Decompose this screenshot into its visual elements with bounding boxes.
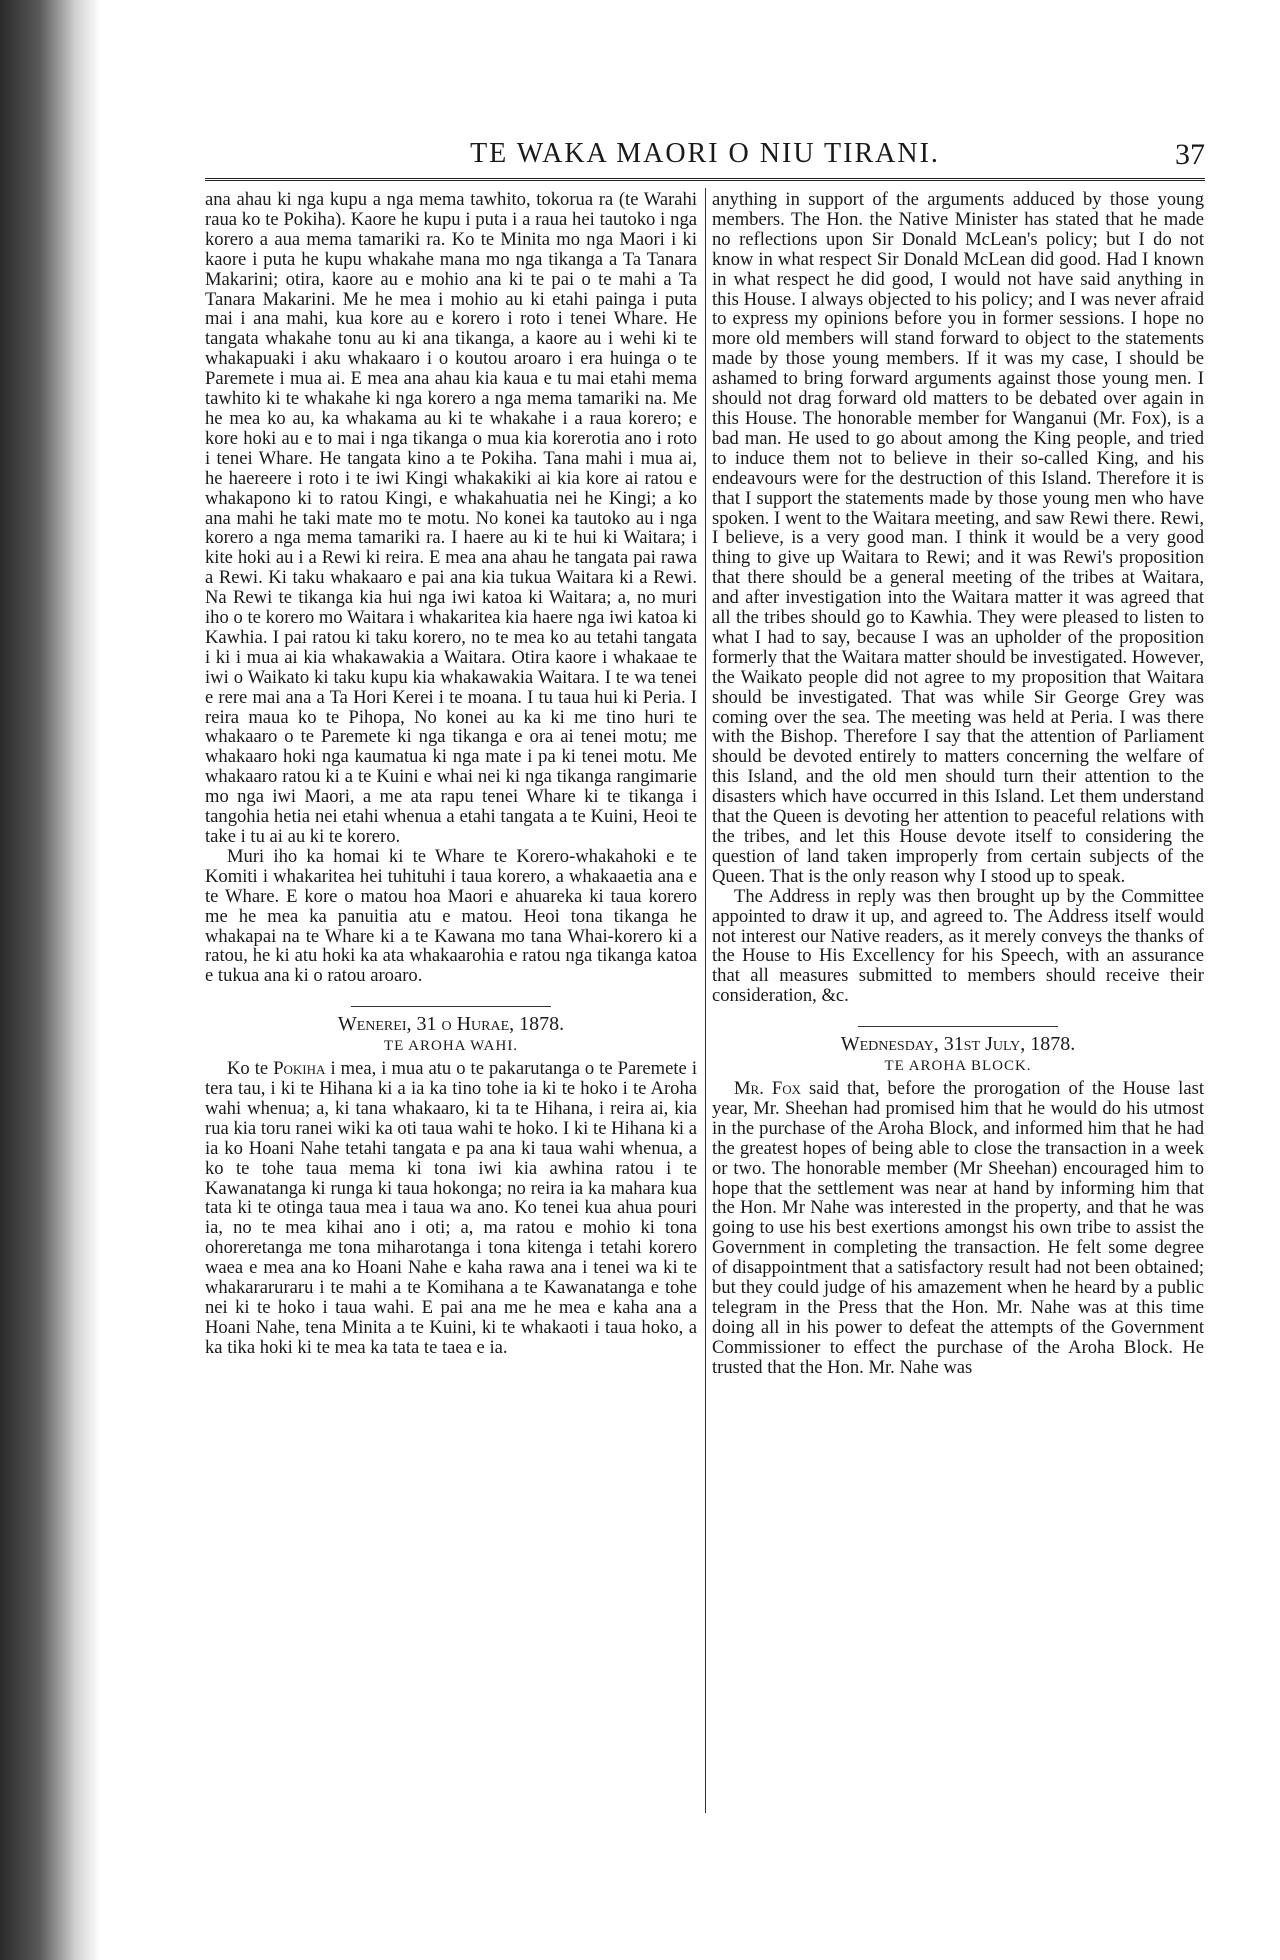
- left-section-text: i mea, i mua atu o te pakarutanga o te Paremete i tera tau, i ki te Hihana ki a ia ka tino tohe ia ki te hoko i te Aroha wahi whenua; a, ki tana whakaaro, ki ta te Hihana, i reira ai, kia rua kia toru ranei wiki ka oti taua wahi te hoko. I ki te Hihana ki a ia ko Hoani Nahe tetahi tangata e pa ana ki taua wahi whenua, a ko te tohe taua mema ki tona iwi kia awhina ratou i te Kawanatanga ki runga ki taua hokonga; no reira ia ka mahara kua tata ki te otinga taua mea i taua wa ano. Ko tenei kua ahua pouri ia, no te mea kihai ano i oti; a, ma ratou e mohio ki tona ohoreretanga me tona miharotanga i tona kitenga i tetahi korero waea e mea ana ko Hoani Nahe e kaha rawa ana i tenei wa ki te whakararuraru i te mahi a te Komihana a te Kawanatanga e tohe nei ki te hoko i taua wahi. E pai ana me he mea e kaha ana a Hoani Nahe, tena Minita a te Kuini, ki te whakaoti i taua hoko, a ka tika hoki ki te mea ka tata te taea e ia.: [205, 1058, 697, 1358]
- left-section-title: TE AROHA WAHI.: [383, 1038, 519, 1055]
- left-section-date: Wenerei, 31 o Hurae, 1878.: [337, 1013, 565, 1036]
- left-column: [205, 190, 697, 1358]
- right-section-paragraph: [712, 1079, 1204, 1378]
- page-number: 37: [1175, 138, 1205, 171]
- section-rule: [351, 1006, 551, 1007]
- right-section-speaker: Mr. Fox: [734, 1077, 801, 1099]
- left-section-speaker: Pokiha: [273, 1058, 326, 1080]
- right-section-date: Wednesday, 31st July, 1878.: [840, 1033, 1076, 1056]
- left-paragraph-2: Muri iho ka homai ki te Whare te Korero-whakahoki e te Komiti i whakaritea hei tuhituhi i taua korero, a whakaaetia ana e te Whare. E kore o matou hoa Maori e ahuareka ki taua korero me he mea ka panuitia atu e matou. Heoi tona tikanga he whakapai na te Whare ki a te Kawana mo tana Whai-korero ki a ratou, he ki atu hoki ka ata whakaarohia e ratou nga tikanga katoa e tukua ana ki o ratou aroaro.: [205, 845, 697, 987]
- left-paragraph-1: ana ahau ki nga kupu a nga mema tawhito, tokorua ra (te Warahi raua ko te Pokiha). Kaore he kupu i puta i a raua hei tautoko i nga korero a aua mema tamariki ra. Ko te Minita mo nga Maori i ki kaore i puta he kupu whakahe mana mo nga tikanga a Ta Tanara Makarini; otira, kaore au e mohio ana ki te pai o te mahi a Ta Tanara Makarini. Me he mea i mohio au ki etahi painga i puta mai i ana mahi, kua kore au e korero i roto i tenei Whare. He tangata whakahe tonu au ki ana tikanga, a kaore au i wehi ki te whakapuaki i aku whakaaro i o koutou aroaro i era huinga o te Paremete i mua ai. E mea ana ahau kia kaua e tu mai etahi mema tawhito ki te whakahe ki nga korero a nga mema tamariki na. Me he mea ko au, ka whakama au ki te whakahe i a raua korero; e kore hoki au e to mai i nga tikanga o mua kia korerotia ano i roto i tenei Whare. He tangata kino a te Pokiha. Tana mahi i mua ai, he haereere i roto i te iwi Kingi whakakiki ai kia kore ai ratou e whakapono ki to ratou Kingi, e whakahuatia nei he Kingi; a ko ana mahi he taki mate mo te motu. No konei ka tautoko au i nga korero a nga mema tamariki ra. I haere au ki te hui ki Waitara; i kite hoki au i a Rewi ki reira. E mea ana ahau he tangata pai rawa a Rewi. Ki taku whakaaro e pai ana kia tukua Waitara ki a Rewi. Na Rewi te tikanga kia hui nga iwi katoa ki Waitara; a, no muri iho o te korero mo Waitara i whakaritea kia haere nga iwi katoa ki Kawhia. I pai ratou ki taku korero, no te mea ko au tetahi tangata i ki i mua ai kia whakawakia a Waitara. Otira kaore i whakaae te iwi o Waikato ki taku kupu kia whakawakia Waitara. I te wa tenei e rere mai ana a Ta Hori Kerei i te moana. I tu taua hui ki Peria. I reira maua ko te Pihopa, No konei au ka ki me tino huri te whakaaro o te Paremete ki nga tikanga e ora ai tenei motu; me whakaaro hoki nga kaumatua ki nga mate i pa ki tenei motu. Me whakaaro ratou ki a te Kuini e whai nei ki nga tikanga rangimarie mo nga iwi Maori, a me ata rapu tenei Whare ki te tikanga i tangohia hetia nei etahi whenua a etahi tangata a te Kuini, Heoi te take i tu ai au ki te korero.: [205, 189, 697, 847]
- page-header: [205, 138, 1205, 170]
- column-divider: [705, 188, 706, 1813]
- right-column: [712, 190, 1204, 1378]
- right-section-text: said that, before the prorogation of the House last year, Mr. Sheehan had promised him that he would do his utmost in the purchase of the Aroha Block, and informed him that he had the greatest hopes of being able to close the transaction in a week or two. The honorable member (Mr Sheehan) encouraged him to hope that the settlement was near at hand by informing him that the Hon. Mr Nahe was interested in the property, and that he was going to use his best exertions amongst his own tribe to assist the Government in completing the transaction. He felt some degree of disappointment that a satisfactory result had not been obtained; but they could judge of his amazement when he heard by a public telegram in the Press that the Hon. Mr. Nahe was at this time doing all in his power to defeat the attempts of the Government Commissioner to effect the purchase of the Aroha Block. He trusted that the Hon. Mr. Nahe was: [712, 1077, 1205, 1378]
- header-rule: [205, 178, 1205, 181]
- section-rule: [858, 1026, 1058, 1027]
- right-section-title: TE AROHA BLOCK.: [884, 1058, 1032, 1075]
- right-paragraph-2: The Address in reply was then brought up by the Committee appointed to draw it up, and agreed to. The Address itself would not interest our Native readers, as it merely conveys the thanks of the House to His Excellency for his Speech, with an assurance that all measures submitted to members should receive their consideration, &c.: [712, 885, 1204, 1007]
- page-binding-edge: [0, 0, 100, 1960]
- left-section-paragraph: Ko te Pokiha i mea, i mua atu o te pakarutanga o te Paremete i tera tau, i ki te Hihana ki a ia ka tino tohe ia ki te hoko i te Aroha wahi whenua; a, ki tana whakaaro, ki ta te Hihana, i reira ai, kia rua kia toru ranei wiki ka oti taua wahi te hoko. I ki te Hihana ki a ia ko Hoani Nahe tetahi tangata e pa ana ki taua wahi whenua, a ko te tohe taua mema ki tona iwi kia awhina ratou i te Kawanatanga ki runga ki taua hokonga; no reira ia ka mahara kua tata ki te otinga taua mea i taua wa ano. Ko tenei kua ahua pouri ia, no te mea kihai ano i oti; a, ma ratou e mohio ki tona ohoreretanga me tona miharotanga i tona kitenga i tetahi korero waea e mea ana ko Hoani Nahe e kaha rawa ana i tenei wa ki te whakararuraru i te mahi a te Komihana a te Kawanatanga e tohe nei ki te hoko i taua wahi. E pai ana me he mea e kaha ana a Hoani Nahe, tena Minita a te Kuini, ki te whakaoti i taua hoko, a ka tika hoki ki te mea ka tata te taea e ia.: [205, 1058, 697, 1358]
- right-paragraph-1: anything in support of the arguments adduced by those young members. The Hon. the Native Minister has stated that he made no reflections upon Sir Donald McLean's policy; but I do not know in what respect Sir Donald McLean did good. Had I known in what respect he did good, I would not have said anything in this House. I always objected to his policy; and I was never afraid to express my opinions before you in former sessions. I hope no more old members will stand forward to object to the statements made by those young members. If it was my case, I should be ashamed to bring forward arguments against those young men. I should not drag forward old matters to be debated over again in this House. The honorable member for Wanganui (Mr. Fox), is a bad man. He used to go about among the King people, and tried to induce them not to believe in their so-called King, and his endeavours were for the destruction of this Island. Therefore it is that I support the statements made by those young men who have spoken. I went to the Waitara meeting, and saw Rewi there. Rewi, I believe, is a very good man. I think it would be a very good thing to give up Waitara to Rewi; and it was Rewi's proposition that there should be a general meeting of the tribes at Waitara, and after investigation into the Waitara matter it was agreed that all the tribes should go to Kawhia. They were pleased to listen to what I had to say, because I was an upholder of the proposition formerly that the Waitara matter should be investigated. However, the Waikato people did not agree to my proposition that Waitara should be investigated. That was while Sir George Grey was coming over the sea. The meeting was held at Peria. I was there with the Bishop. Therefore I say that the attention of Parliament should be devoted entirely to matters concerning the welfare of this Island, and the old men should turn their attention to the disasters which have occurred in this Island. Let them understand that the Queen is devoting her attention to peaceful relations with the tribes, and let this House devote itself to considering the question of land taken improperly from certain subjects of the Queen. That is the only reason why I stood up to speak.: [712, 189, 1204, 887]
- newspaper-title: TE WAKA MAORI O NIU TIRANI.: [470, 138, 940, 169]
